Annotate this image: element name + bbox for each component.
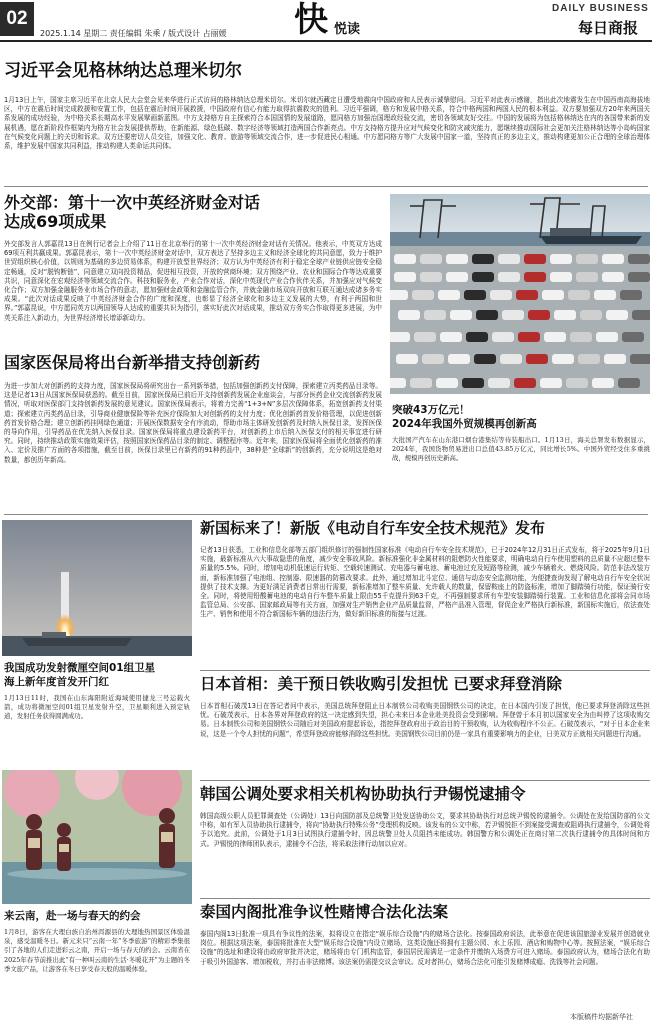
photo-caption-title: 突破43万亿元！: [392, 404, 470, 416]
port-photo-illustration: [390, 194, 650, 394]
photo-caption-title: 我国成功发射微厘空间01组卫星: [4, 662, 156, 674]
photo-caption-title: 来云南，赴一场与春天的约会: [4, 910, 141, 922]
rocket-photo-illustration: [2, 520, 192, 656]
paper-name-en: DAILY BUSINESS: [552, 3, 649, 14]
port-cars-photo: [390, 194, 650, 394]
section-character: 快: [294, 0, 328, 40]
divider: [200, 898, 650, 899]
article-title: 国家医保局将出台新举措支持创新药: [4, 353, 261, 372]
divider: [200, 670, 650, 671]
page-number: 02: [0, 2, 34, 36]
article-body: 为进一步加大对创新药的支持力度，国家医保局将研究出台一系列新举措，包括加强创新药支付保障，探索建立丙类药品目录等。这是记者13日从国家医保局获悉的。截至目前，国家医保局已前后开支持创新药发展企业座谈会，与部分医药企业交流创新药发展情况，听取对医保部门支持创新药发展的意见建议。国家医保局表示，将着力完善“1+3+N”多层次保障体系，拓宽创新药支付渠道；探索建立丙类药品目录，引导商业健康保险等补充医疗保险加大对创新药的支付力度；优化创新药首发价格管理，以促进创新药首发价格合理；建立创新药挂网绿色通道；开展医保数据安全有序流动，帮助市场主体研发创新药及时纳入医保目录，发挥医保的导向作用，引导药品在优先纳入医保目录。国家医保局将重点建设新药平台，对创新药上市后纳入医保支付的相关事宜进行研究。同时，持续推动政策实施效果评估，按照国家医保药品目录的制定、调整程序等。近年来，国家医保局将全面优化创新药的准入、定价及推广方面的各项措施，截至目前，医保目录里已有新药的91种药品中，38种是“全球新”的创新药，充分说明这是绝对数量，都创历年新高。: [4, 382, 382, 464]
article-body: 韩国高级公职人员犯罪调查处（公调处）13日向国防部及总统警卫处发送协助公文，要求其协助执行对总统尹锡悦的逮捕令。公调处在发给国防部的公文中称，如有军人员协助执行逮捕令，将向“协助执行特殊公务”受理机构反映。该发布的公文中称，若尹锡悦拒不到案接受调查或阻碍执行逮捕令，公调处将予以追究。此前，公调处于1月3日试图执行逮捕令时，因总统警卫处人员阻挡未能成功。韩国警方和公调处正在商讨第二次执行逮捕令的具体时间和方式。尹锡悦的律师团队表示，逮捕令不合法，将采取法律行动加以应对。: [200, 812, 650, 848]
paper-name-cn: 每日商报: [578, 19, 639, 37]
date-line: 2025.1.14 星期二 责任编辑 朱乘 / 版式设计 占丽媛: [40, 29, 227, 38]
article-title: 泰国内阁批准争议性赌博合法化法案: [200, 903, 449, 921]
hot-spring-photo: [2, 770, 192, 904]
article-body: 泰国内阁13日批准一项具有争议性的法案，拟将设立在指定“娱乐综合设施”内的赌场合法化。按泰国政府说法，此举意在促进该国旅游业发展并创造就业岗位。根据这项法案，泰国将批准在大型“娱乐综合设施”内设立赌场，这类设施还将拥有主题公园、水上乐园、酒店和购物中心等。按照法案，“娱乐综合设施”的选址和建设将由政府审批并决定，赌场将由专门机构监管，泰国居民需满足一定条件并缴纳入场费方可进入赌场。泰国政府认为，赌场合法化有助于吸引外国游客、增加税收，并打击非法赌博。该法案仍需提交议会审议。反对者担心，赌场合法化可能引发赌博成瘾、洗钱等社会问题。: [200, 930, 650, 966]
article-title: 日本首相：美干预日铁收购引发担忧 已要求拜登消除: [200, 675, 562, 693]
article-body: 日本首相石破茂13日在答记者问中表示，美国总统拜登阻止日本制铁公司收购美国钢铁公司的决定，在日本国内引发了担忧，他已要求拜登消除这些担忧。石破茂表示，日本各界对拜登政府的这一决定感到失望，担心未来日本企业赴美投资会受到影响。拜登曾于本月初以国家安全为由叫停了这项收购交易。日本制铁公司和美国钢铁公司随后对美国政府提起诉讼，指控拜登政府出于政治目的干预收购，认为收购程序不公正。石破茂表示，“对于日本企业来说，这是一个令人担忧的问题”，希望拜登政府能够消除这些担忧。美国钢铁公司目前仍是一家具有重要影响力的企业，日美双方正就相关问题进行沟通。: [200, 702, 650, 738]
divider: [4, 514, 648, 515]
article-title: 外交部：第十一次中英经济财金对话: [4, 193, 261, 212]
article-title: 新国标来了！新版《电动自行车安全技术规范》发布: [200, 519, 546, 537]
rocket-launch-photo: [2, 520, 192, 656]
article-title-line2: 达成69项成果: [4, 212, 107, 231]
article-body: 外交部发言人郭嘉昆13日在例行记者会上介绍了11日在北京举行的第十一次中英经济财金对话有关情况。他表示，中英双方达成69项互利共赢成果。郭嘉昆表示，第十一次中英经济财金对话中，双方表达了坚持多边主义和经济全球化的共同意愿，致力于维护世贸组织核心价值，以规则为基础的多边贸易体系，构建开放型世界经济；双方认为中英经济有利于稳定全球产业链供应链安全稳定畅通，反对“脱钩断链”，同意建立双向投资精品，促进相互投资，开放的营商环境；双方围绕产业、农业和国际合作等达成重要共识，同意深化在宏观经济等领域交流合作。科技和服务业，产业合作对话，深化中英现代产业合作伙伴关系，并加强应对气候变化合作；双方加强金融服务业市场合作的意志，愿加强财金政策和金融监管合作，并就金融市场双向开放和互联互通达成诸多务实成果。“此次对话成果反映了中英经济财金合作的广度和深度，也彰显了经济全球化和多边主义发展的大势，有利于两国和世界。”郭嘉昆说，中方愿同英方以两国领导人达成的重要共识为指引，落实好此次对话成果，推动双方务实合作取得更多进展，为中英关系注入新动力，为世界经济增长增添新动力。: [4, 240, 382, 322]
article-title: 韩国公调处要求相关机构协助执行尹锡悦逮捕令: [200, 785, 526, 803]
header-rule: [0, 40, 652, 42]
photo-caption-text: 1月13日11时，我国在山东海阳附近海域使用捷龙三号运载火箭，成功将微厘空间01组卫星发射升空，卫星顺利进入预定轨道，发射任务获得圆满成功。: [4, 694, 190, 721]
footer-credit: 本版稿件均据新华社: [570, 1013, 633, 1021]
divider: [4, 186, 648, 187]
spring-photo-illustration: [2, 770, 192, 904]
divider: [200, 780, 650, 781]
photo-caption-title-line2: 海上新年度首发开门红: [4, 676, 109, 688]
photo-caption-title-line2: 2024年我国外贸规模再创新高: [392, 418, 537, 430]
photo-caption-text: 大批国产汽车在山东港口烟台港集结等待装船出口。1月13日，海关总署发布数据显示，2024年，我国货物贸易进出口总值43.85万亿元，同比增长5%。中国外贸经受住多重挑战，规模再创历史新高。: [392, 436, 650, 463]
section-name: 悦读: [334, 22, 361, 37]
article-body: 记者13日获悉，工业和信息化部等五部门组织修订的强制性国家标准《电动自行车安全技术规范》，已于2024年12月31日正式发布，将于2025年9月1日实施，最新标准从六大事故隐患的角度，减少安全事故风险。新标准强化非金属材料的阻燃防火性能要求，明确电动自行车使用塑料的总质量不应超过整车质量的5.5%。同时，增加电动机低速运行转矩、空载转速测试、充电器与蓄电池、蓄电池过充及短路等检测，减少车辆着火、燃烧风险。防范非法改装方面，新标准加强了电池组、控制器、限速器的防篡改要求。此外，通过增加北斗定位、通信与动态安全监测功能，为便捷查询发现了解电动自行车安全状况提供了技术支撑。为更好满足消费者日常出行需要，新标准增加了整车质量、允许载人的数量，保留鞍座上的防盗标准，增加了脚踏骑行功能，保证骑行安全。同时，将使用铅酸蓄电池的电动自行车整车质量上限由55千克提升到63千克，不再强制要求所有车型安装脚踏骑行装置。工业和信息化部将会同市场监管总局、公安部、国家邮政局等有关方面，加强对生产销售企业产品质量监督，严格产品准入管理，督促企业严格执行新标准，新国标实施后，依法查处生产、销售和使用不符合新国标车辆的违法行为，做好新旧标准的衔接与过渡。: [200, 546, 650, 619]
article-body: 1月13日上午，国家主席习近平在北京人民大会堂会见来华进行正式访问的格林纳达总理米切尔。米切尔就西藏定日遭受地震向中国政府和人民表示诚挚慰问。习近平对此表示感谢，指出此次地震发生在中国西南高海拔地区，中方在震后时间完成救援和安置工作，包括在震后时间开展救援，中国政府有信心有能力取得抗震救灾的胜利。习近平强调，格方和发展中格关系，符合中格两国和两国人民的根本利益。双方要加强双方20年来两国关系发展的成功经验，为中格关系长期高水平发展擘画新蓝图。中方支持格方自主探索符合本国国情的发展道路，愿同格方加强治国理政经验交流，密切各领域友好交往。中国的发展将为包括格林纳达在内的各国带来新的发展机遇，愿在新阶段作框架内为格方社会发展提供帮助，在新能源、绿色低碳、数字经济等领域打造两国合作新亮点。中方支持格方提升应对气候变化和防灾减灾能力，愿继续推动国际社会更加关注格林纳达等小岛屿国家在气候变化问题上的关切和诉求。双方还要密切人员交往，加强文化、教育、旅游等领域交流合作，进一步促进民心相通。中方愿同格方等广大发展中国家一道，坚持真正的多边主义，推动构建更加公正合理的全球治理体系，维护发展中国家共同利益，推动构建人类命运共同体。: [4, 96, 650, 151]
photo-caption-text: 1月8日，游客在大理白族自治州洱源县的大理地热国景区体验温泉，感受温暖冬日。新元来只“云南一年”冬季旅游“的精彩季集很引了各地的人们走进彩云之南，开启一场与春天的约会。云南省在2025年春节前推出此“有一种叫云南的生活·冬暖花开”为主题的冬季文旅产品，让游客在冬日享受春天般的温暖体验。: [4, 928, 190, 973]
article-title: 习近平会见格林纳达总理米切尔: [4, 61, 242, 81]
